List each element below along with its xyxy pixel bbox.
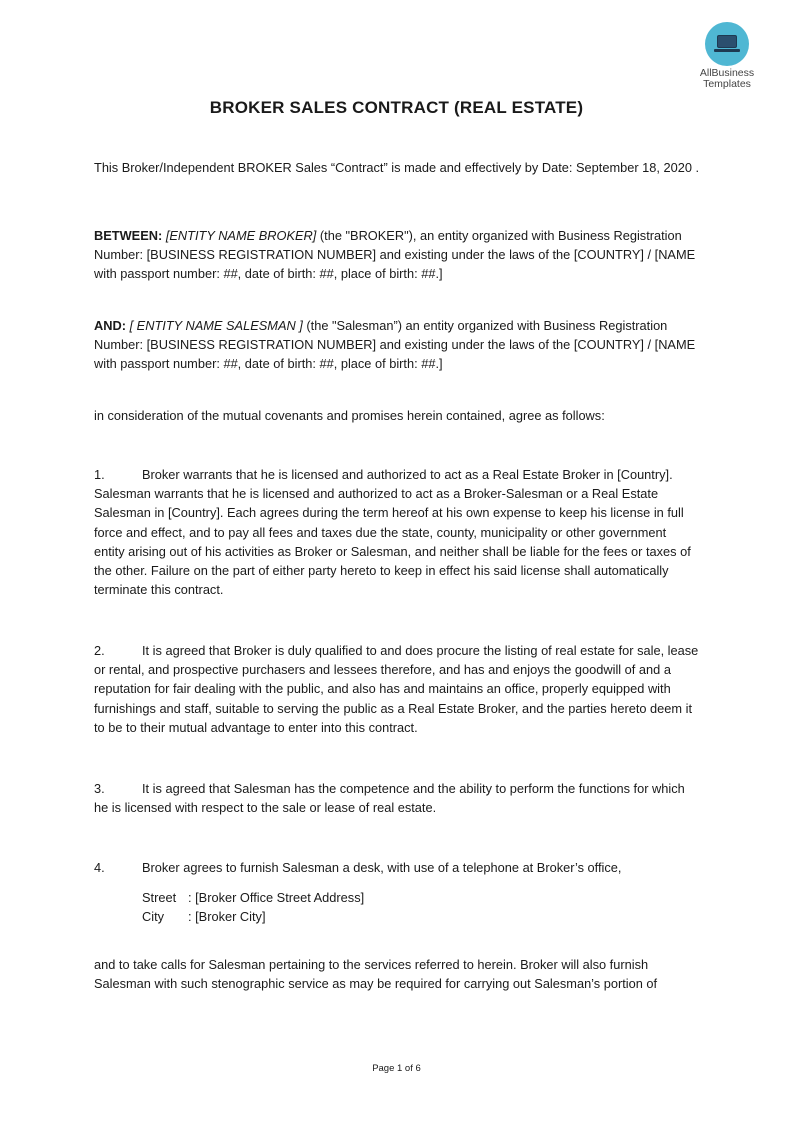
clause-number: 1. xyxy=(94,467,105,482)
street-value: : [Broker Office Street Address] xyxy=(188,890,365,905)
logo-brand-line2: Templates xyxy=(703,78,751,90)
document-title: BROKER SALES CONTRACT (REAL ESTATE) xyxy=(209,98,584,117)
clause-3 xyxy=(94,779,700,817)
clause-1 xyxy=(94,465,700,599)
logo-brand-line1: AllBusiness xyxy=(699,67,755,79)
city-line xyxy=(142,907,266,926)
street-label: Street xyxy=(142,890,177,905)
city-value: : [Broker City] xyxy=(188,909,266,924)
allbusiness-logo[interactable] xyxy=(692,22,762,90)
clause-text: It is agreed that Broker is duly qualified to and does procure the listing of real estate for sale, lease or rental, and prospective purchasers and lessees therefore, and has and enjoys the goodwill of and a reputation for fair dealing with the public, and also has and maintains an office, properly equipped with furnishings and staff, suitable to serving the public as a Real Estate Broker, and the parties hereto deem it to be to their mutual advantage to enter into this contract. xyxy=(94,643,699,735)
clause-number: 3. xyxy=(94,781,105,796)
between-paragraph xyxy=(94,226,700,284)
clause-4 xyxy=(94,858,700,877)
and-text: (the "Salesman”) an entity organized with Business Registration Number: [BUSINESS REGISTRATION NUMBER] and existing under the laws of the [COUNTRY] / [NAME with passport number: ##, date of birth: ##, place of birth: ##.] xyxy=(94,318,696,372)
page-number: Page 1 of 6 xyxy=(372,1063,421,1074)
between-entity: [ENTITY NAME BROKER] xyxy=(165,228,317,243)
logo-text xyxy=(692,68,762,90)
clause-number: 4. xyxy=(94,860,105,875)
clause-2 xyxy=(94,641,700,737)
between-label: BETWEEN: xyxy=(94,228,163,243)
city-label: City xyxy=(142,909,165,924)
consideration-paragraph: in consideration of the mutual covenants and promises herein contained, agree as follows: xyxy=(94,408,605,423)
clause-text: Broker warrants that he is licensed and authorized to act as a Real Estate Broker in [Country]. Salesman warrants that he is licensed and authorized to act as a Broker-Salesman or a Real Estate Salesman in [Country]. Each agrees during the term hereof at his own expense to keep his license in full force and effect, and to pay all fees and taxes due the state, county, municipality or other government entity arising out of his activities as Broker or Salesman, and neither shall be liable for the fees or taxes of the other. Failure on the part of either party hereto to keep in effect his said license shall automatically terminate this contract. xyxy=(94,467,691,598)
between-text: (the "BROKER"), an entity organized with Business Registration Number: [BUSINESS REGISTRATION NUMBER] and existing under the laws of the [COUNTRY] / [NAME with passport number: ##, date of birth: ##, place of birth: ##.] xyxy=(94,228,696,282)
clause-text: It is agreed that Salesman has the competence and the ability to perform the functions for which he is licensed with respect to the sale or lease of real estate. xyxy=(94,781,685,816)
clause-number: 2. xyxy=(94,643,105,658)
intro-paragraph: This Broker/Independent BROKER Sales “Contract” is made and effectively by Date: September 18, 2020 . xyxy=(94,160,700,175)
street-line xyxy=(142,888,364,907)
and-entity: [ ENTITY NAME SALESMAN ] xyxy=(129,318,303,333)
clause-text: Broker agrees to furnish Salesman a desk, with use of a telephone at Broker’s office, xyxy=(142,860,622,875)
laptop-icon xyxy=(705,22,749,66)
and-paragraph xyxy=(94,316,700,374)
and-label: AND: xyxy=(94,318,126,333)
continuation-paragraph: and to take calls for Salesman pertaining to the services referred to herein. Broker will also furnish Salesman with such stenographic service as may be required for carrying out Salesman’s portion of xyxy=(94,957,658,992)
